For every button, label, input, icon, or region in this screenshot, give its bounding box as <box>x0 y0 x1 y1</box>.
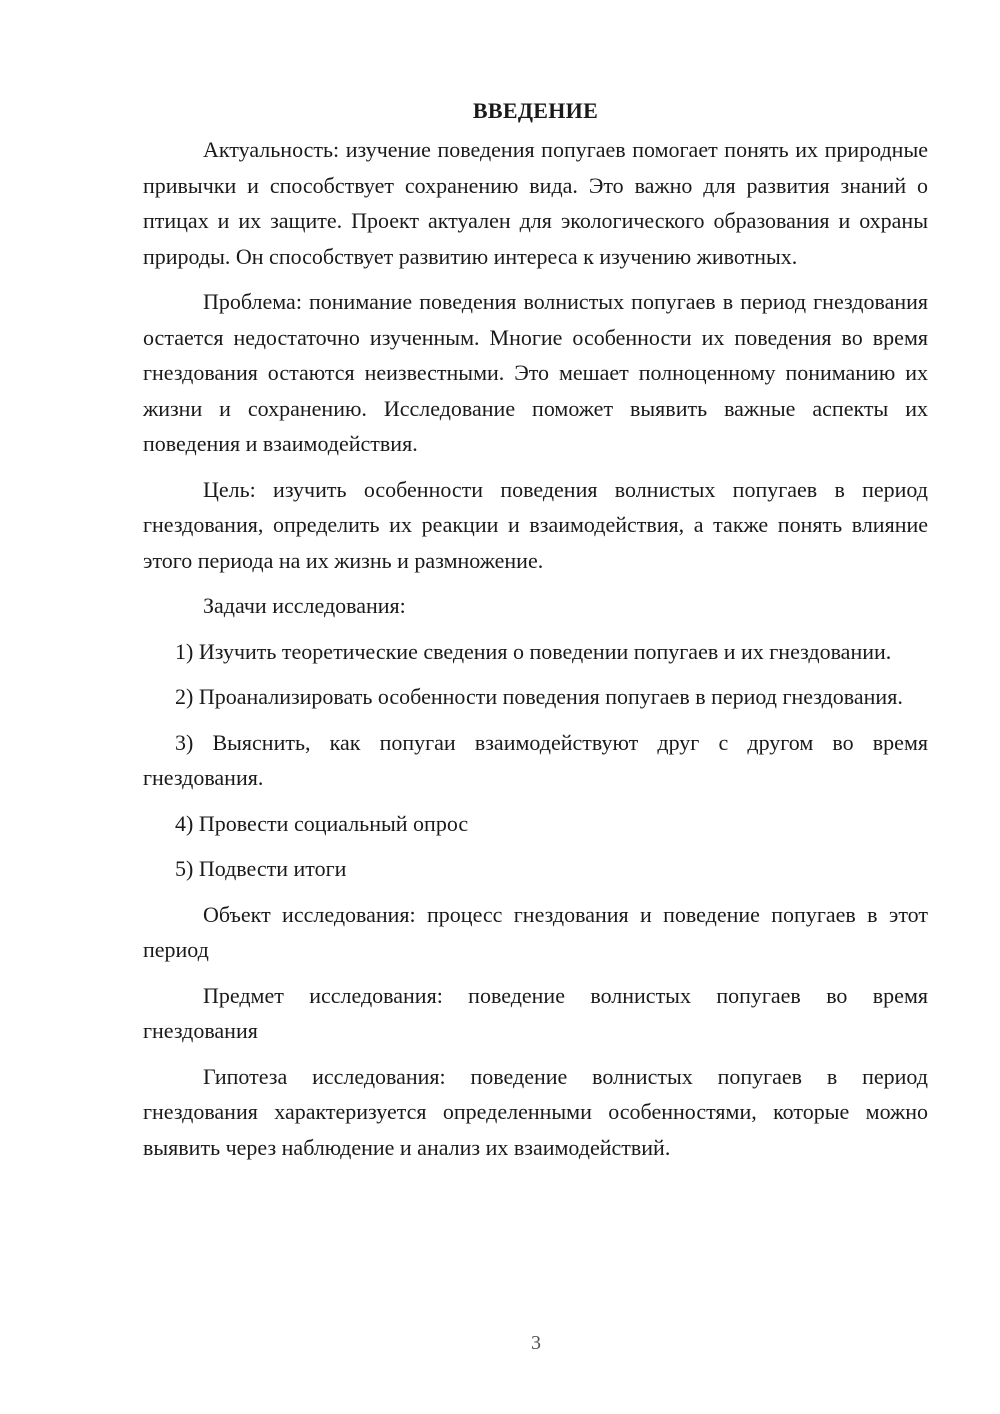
problem-paragraph: Проблема: понимание поведения волнистых попугаев в период гнездования остается недостаточно изученным. Многие особенности их поведения во время гнездования остаются неизвестными. Это мешает полноценному пониманию их жизни и сохранению. Исследование поможет выявить важные аспекты их поведения и взаимодействия. <box>143 289 928 456</box>
hypothesis-paragraph: Гипотеза исследования: поведение волнистых попугаев в период гнездования характеризуется определенными особенностями, которые можно выявить через наблюдение и анализ их взаимодействий. <box>143 1063 928 1160</box>
section-title: ВВЕДЕНИЕ <box>472 98 599 123</box>
task-item-2: 2) Проанализировать особенности поведения попугаев в период гнездования. <box>175 684 903 709</box>
task-item-4: 4) Провести социальный опрос <box>175 810 469 836</box>
subject-paragraph: Предмет исследования: поведение волнистых попугаев во время гнездования <box>143 982 928 1043</box>
page-number: 3 <box>531 1332 541 1354</box>
goal-paragraph: Цель: изучить особенности поведения волнистых попугаев в период гнездования, определить их реакции и взаимодействия, а также понять влияние этого периода на их жизнь и размножение. <box>143 476 928 573</box>
task-item-5: 5) Подвести итоги <box>175 856 347 881</box>
object-paragraph: Объект исследования: процесс гнездования и поведение попугаев в этот период <box>143 901 928 962</box>
page-content <box>143 94 928 1175</box>
tasks-heading: Задачи исследования: <box>203 593 406 618</box>
task-item-1: 1) Изучить теоретические сведения о поведении попугаев и их гнездовании. <box>175 638 892 664</box>
task-item-3: 3) Выяснить, как попугаи взаимодействуют друг с другом во время гнездования. <box>143 729 928 790</box>
relevance-paragraph: Актуальность: изучение поведения попугаев помогает понять их природные привычки и способствует сохранению вида. Это важно для развития знаний о птицах и их защите. Проект актуален для экологического образования и охраны природы. Он способствует развитию интереса к изучению животных. <box>143 137 928 269</box>
